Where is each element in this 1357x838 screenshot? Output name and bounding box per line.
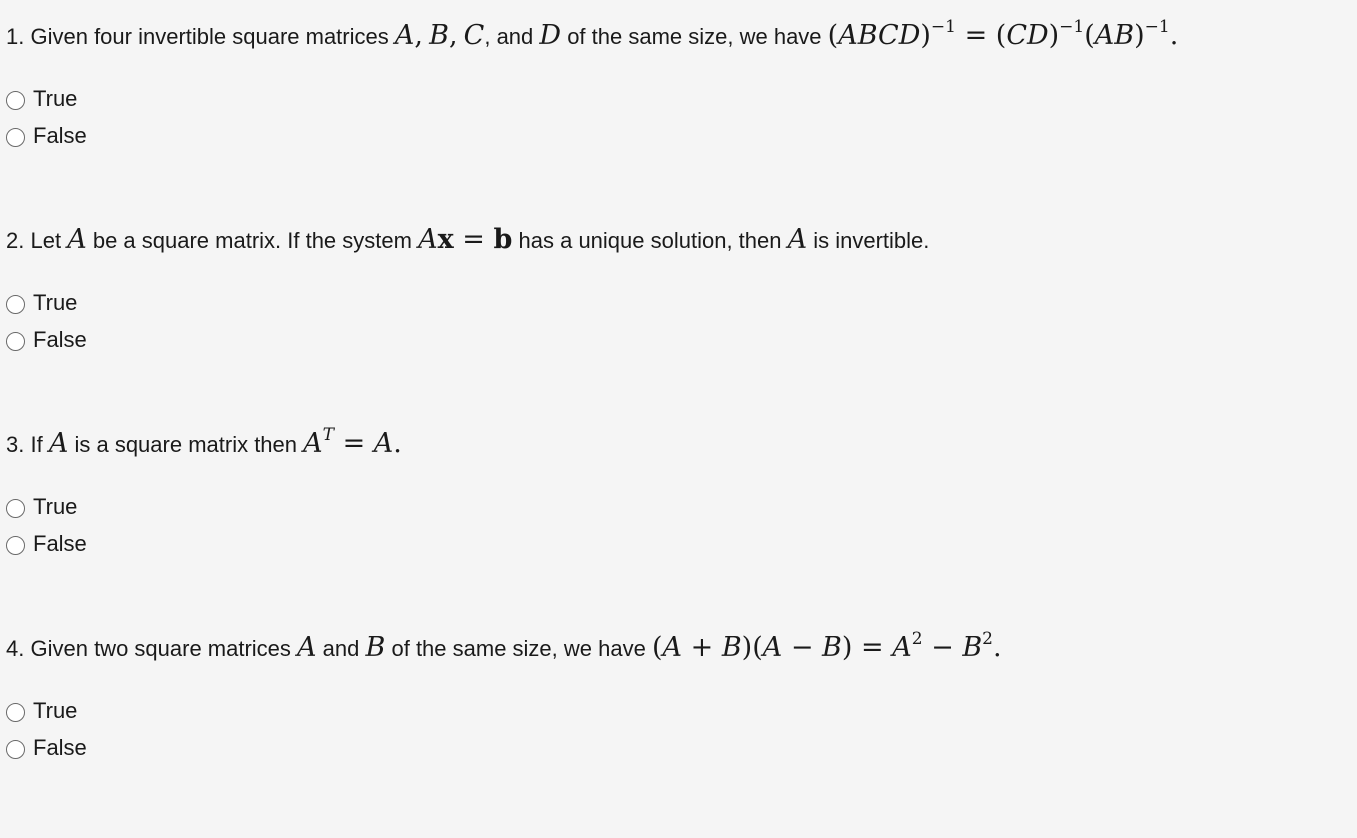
question-2-text: 2. Let A be a square matrix. If the system Ax = b has a unique solution, then A is invertible. [6,224,930,255]
math-var-b: B [365,632,386,663]
math-var-c: C [463,20,485,51]
math-var-a: A [48,428,69,459]
radio-button[interactable] [6,740,25,759]
question-2-option-false[interactable] [6,321,87,358]
option-label: True [33,85,78,111]
question-3 [6,425,1346,556]
radio-button[interactable] [6,332,25,351]
math-var-a: A [787,224,808,255]
math-var-d: D [539,20,562,51]
question-1 [6,17,1346,148]
question-2-equation: Ax = b [418,224,513,255]
question-1-text: 1. Given four invertible square matrices A, B, C, and D of the same size, we have (ABCD)$^{-1}$ = (CD)$^{-1}$(AB)$^{-1}$. [6,17,1179,51]
question-4-options [6,692,87,766]
radio-button[interactable] [6,128,25,147]
question-1-equation: (ABCD)$^{-1}$ = (CD)$^{-1}$(AB)$^{-1}$. [827,17,1179,51]
question-3-text: 3. If A is a square matrix then $A^T = A$. [6,425,402,459]
option-label: False [33,122,87,148]
radio-button[interactable] [6,703,25,722]
question-4-text: 4. Given two square matrices A and B of the same size, we have $(A + B)(A - B) = A^2 - B^2$. [6,629,1002,663]
question-4-option-false[interactable] [6,729,87,766]
question-1-option-true[interactable] [6,80,87,117]
option-label: False [33,326,87,352]
question-2 [6,224,1346,352]
question-2-options [6,284,87,358]
option-label: True [33,697,78,723]
radio-button[interactable] [6,499,25,518]
math-var-a: A [297,632,317,663]
question-1-option-false[interactable] [6,117,87,154]
question-3-option-false[interactable] [6,525,87,562]
question-4-option-true[interactable] [6,692,87,729]
math-var-a: A [67,224,87,255]
radio-button[interactable] [6,91,25,110]
radio-button[interactable] [6,536,25,555]
radio-button[interactable] [6,295,25,314]
question-4-equation: $(A + B)(A - B) = A^2 - B^2$. [651,629,1002,663]
question-3-equation: $A^T = A$. [303,425,402,459]
option-label: True [33,289,78,315]
question-2-option-true[interactable] [6,284,87,321]
question-4 [6,629,1346,760]
option-label: False [33,530,87,556]
math-var-a: A, [394,20,423,51]
math-var-b: B, [429,20,458,51]
question-1-options [6,80,87,154]
option-label: False [33,734,87,760]
option-label: True [33,493,78,519]
question-3-option-true[interactable] [6,488,87,525]
question-3-options [6,488,87,562]
